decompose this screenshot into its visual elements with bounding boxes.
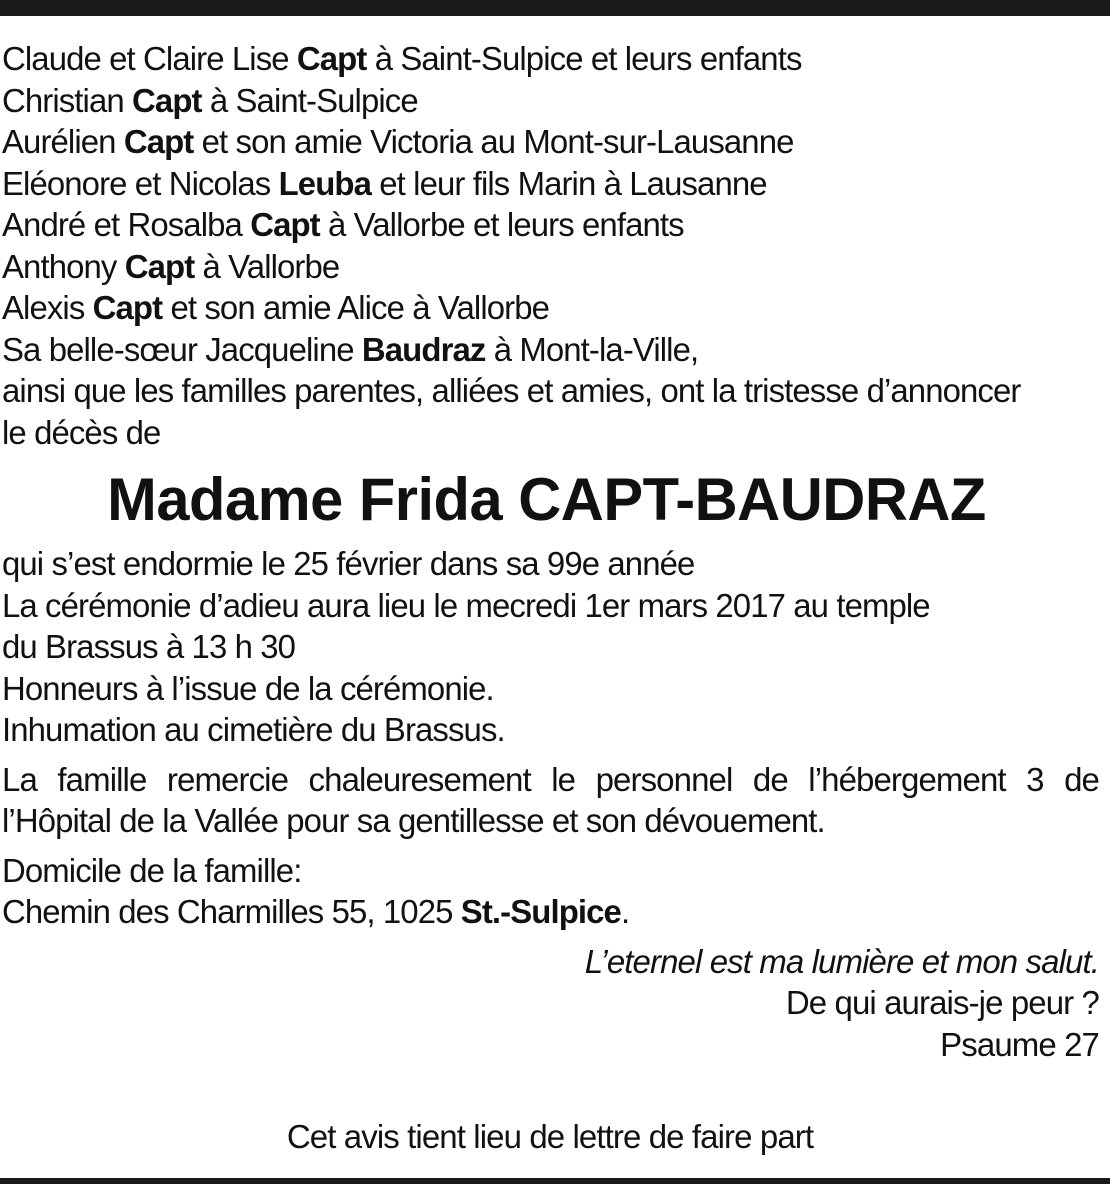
- family-surname: Capt: [296, 40, 367, 77]
- deceased-name: Madame Frida CAPT-BAUDRAZ: [107, 466, 986, 533]
- detail-line: Inhumation au cimetière du Brassus.: [2, 711, 505, 748]
- quote-line: De qui aurais-je peur ?: [785, 984, 1099, 1021]
- family-line: Alexis Capt et son amie Alice à Vallorbe: [2, 289, 550, 326]
- thanks-paragraph: [2, 759, 1102, 842]
- footer-note: Cet avis tient lieu de lettre de faire part: [286, 1118, 814, 1155]
- announcement-line: le décès de: [2, 413, 161, 451]
- bottom-rule: [0, 1178, 1110, 1184]
- domicile-label: Domicile de la famille:: [2, 851, 302, 889]
- domicile-city: St.-Sulpice: [460, 893, 621, 930]
- quote-source: Psaume 27: [940, 1025, 1099, 1063]
- family-surname: Capt: [124, 247, 195, 285]
- thanks-line: La famille remercie chaleuresement le personnel de l’hébergement 3 de: [2, 760, 1099, 798]
- detail-line: du Brassus à 13 h 30: [2, 628, 296, 665]
- top-rule: [0, 0, 1110, 16]
- notice-body: [2, 38, 1102, 1065]
- announcement-line: ainsi que les familles parentes, alliées et amies, ont la tristesse d’annoncer: [2, 372, 1021, 409]
- family-line: Claude et Claire Lise Capt à Saint-Sulpice et leurs enfants: [2, 40, 802, 77]
- thanks-line: l’Hôpital de la Vallée pour sa gentillesse et son dévouement.: [2, 802, 825, 839]
- family-line: Christian Capt à Saint-Sulpice: [2, 81, 418, 119]
- detail-line: qui s’est endormie le 25 février dans sa 99e année: [2, 545, 695, 582]
- family-surname: Leuba: [278, 164, 372, 202]
- family-line: André et Rosalba Capt à Vallorbe et leurs enfants: [2, 206, 684, 243]
- family-line: Sa belle-sœur Jacqueline Baudraz à Mont-la-Ville,: [2, 330, 699, 368]
- quote-line: L’eternel est ma lumière et mon salut.: [584, 942, 1099, 980]
- domicile-address: Chemin des Charmilles 55, 1025 St.-Sulpice.: [2, 893, 630, 930]
- ceremony-details: [2, 543, 1102, 751]
- psalm-quote: [2, 941, 1099, 1066]
- family-line: Eléonore et Nicolas Leuba et leur fils Marin à Lausanne: [2, 164, 767, 202]
- detail-line: Honneurs à l’issue de la cérémonie.: [2, 669, 494, 707]
- family-line: Anthony Capt à Vallorbe: [2, 247, 340, 285]
- family-surname: Capt: [92, 289, 163, 326]
- domicile-block: [2, 850, 1102, 933]
- detail-line: La cérémonie d’adieu aura lieu le mecredi 1er mars 2017 au temple: [2, 586, 930, 624]
- family-line: Aurélien Capt et son amie Victoria au Mont-sur-Lausanne: [2, 123, 794, 160]
- family-surname: Capt: [250, 206, 320, 243]
- family-surname: Capt: [123, 123, 194, 160]
- family-surname: Capt: [132, 81, 202, 119]
- family-surname: Baudraz: [361, 330, 486, 368]
- family-list: [2, 38, 1102, 370]
